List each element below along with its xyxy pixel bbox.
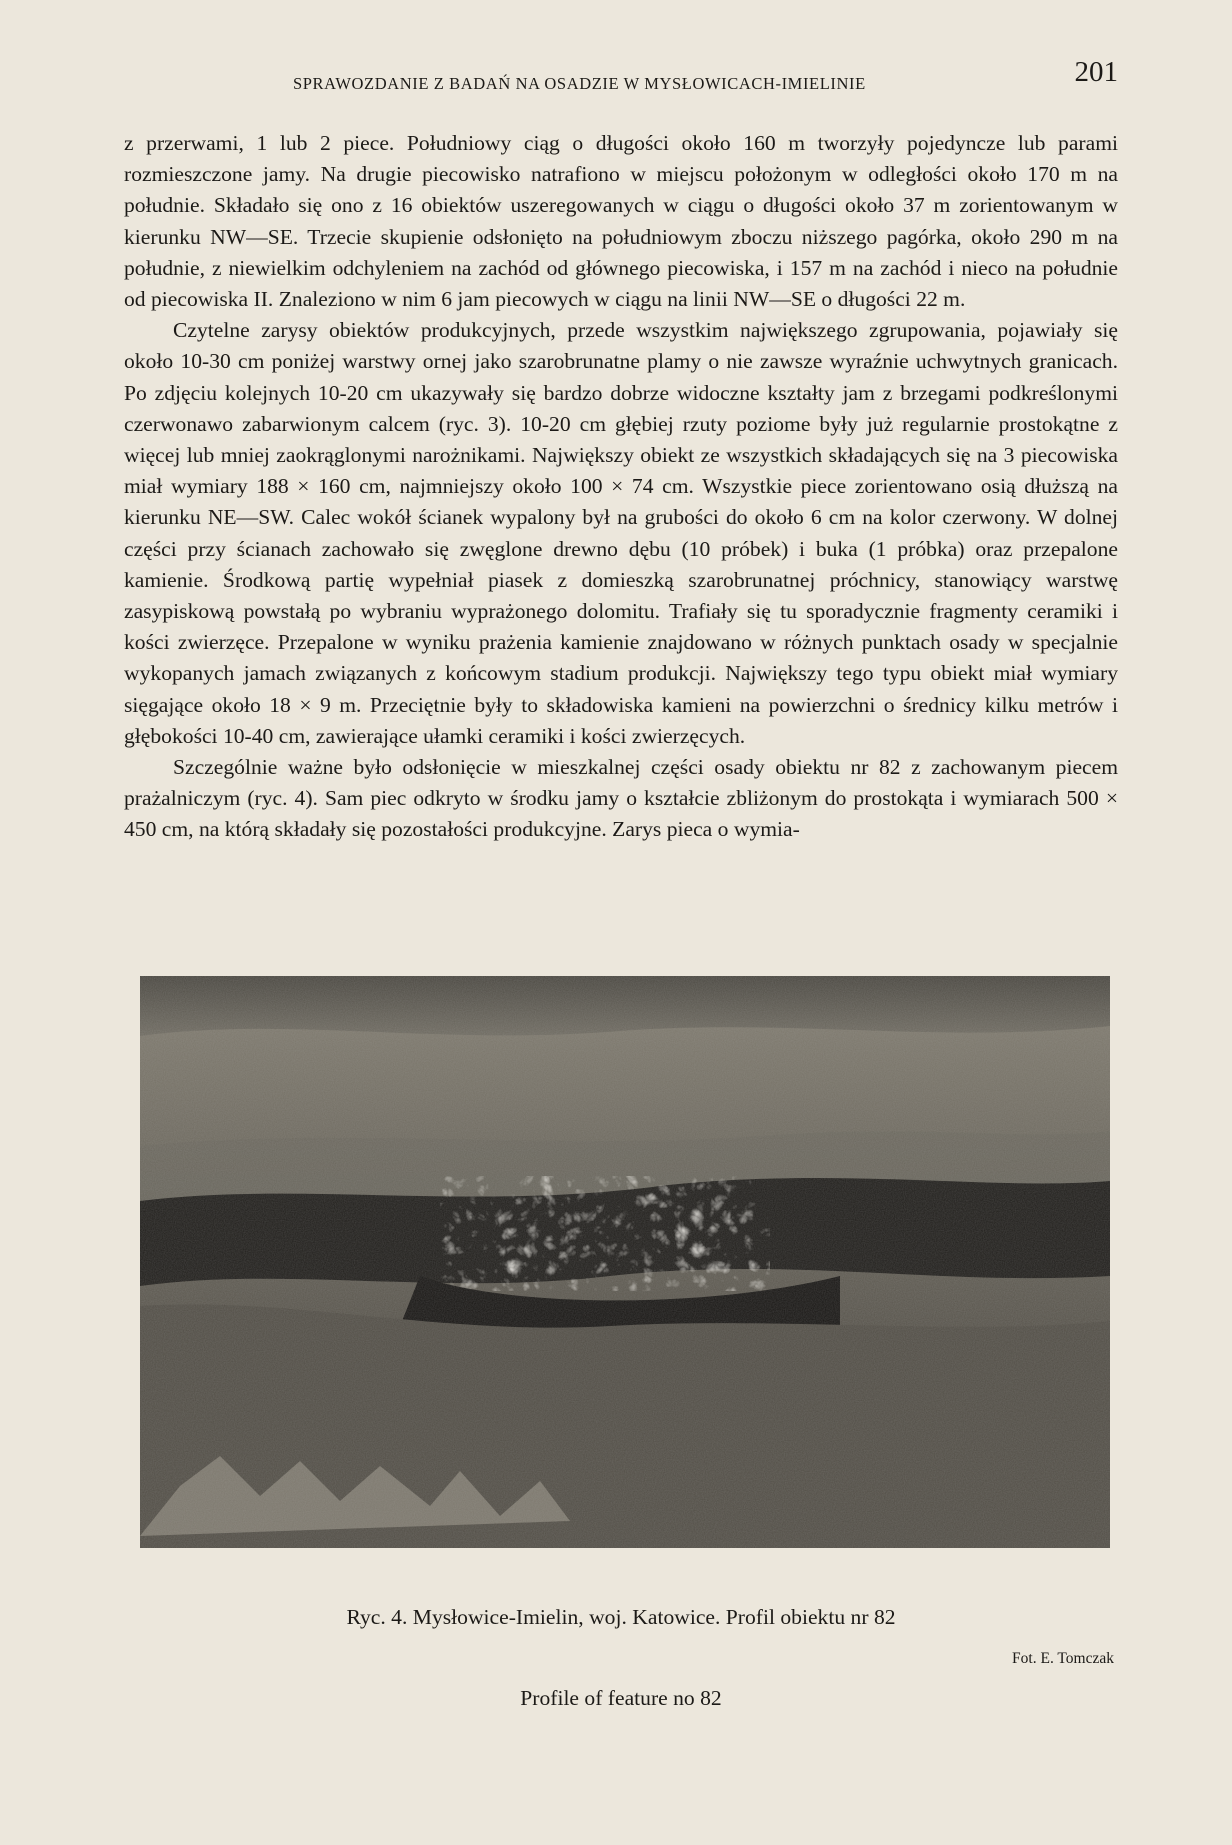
- body-text: [124, 128, 1118, 846]
- paragraph-1: z przerwami, 1 lub 2 piece. Południowy ciąg o długości około 160 m tworzyły pojedyncze lub parami rozmieszczone jamy. Na drugie piecowisko natrafiono w miejscu położonym w odległości około 170 m na południe. Składało się ono z 16 obiektów uszeregowanych w ciągu o długości około 37 m zorientowanym w kierunku NW—SE. Trzecie skupienie odsłonięto na południowym zboczu niższego pagórka, około 290 m na południe, z niewielkim odchyleniem na zachód od głównego piecowiska, i 157 m na zachód i nieco na południe od piecowiska II. Znaleziono w nim 6 jam piecowych w ciągu na linii NW—SE o długości 22 m.: [124, 131, 1118, 312]
- figure-caption: Ryc. 4. Mysłowice-Imielin, woj. Katowice. Profil obiektu nr 82: [346, 1605, 896, 1629]
- paragraph-2: Czytelne zarysy obiektów produkcyjnych, przede wszystkim największego zgrupowania, pojawiały się około 10-30 cm poniżej warstwy ornej jako szarobrunatne plamy o nie zawsze wyraźnie uchwytnych granicach. Po zdjęciu kolejnych 10-20 cm ukazywały się bardzo dobrze widoczne kształty jam z brzegami podkreślonymi czerwonawo zabarwionym calcem (ryc. 3). 10-20 cm głębiej rzuty poziome były już regularnie prostokątne z więcej lub mniej zaokrąglonymi narożnikami. Największy obiekt ze wszystkich składających się na 3 piecowiska miał wymiary 188 × 160 cm, najmniejszy około 100 × 74 cm. Wszystkie piece zorientowano osią dłuższą na kierunku NE—SW. Calec wokół ścianek wypalony był na grubości do około 6 cm na kolor czerwony. W dolnej części przy ścianach zachowało się zwęglone drewno dębu (10 próbek) i buka (1 próbka) oraz przepalone kamienie. Środkową partię wypełniał piasek z domieszką szarobrunatnej próchnicy, stanowiący warstwę zasypiskową powstałą po wybraniu wyprażonego dolomitu. Trafiały się tu sporadycznie fragmenty ceramiki i kości zwierzęce. Przepalone w wyniku prażenia kamienie znajdowano w różnych punktach osady w specjalnie wykopanych jamach związanych z końcowym stadium produkcji. Największy tego typu obiekt miał wymiary sięgające około 18 × 9 m. Przeciętnie były to składowiska kamieni na powierzchni o średnicy kilku metrów i głębokości 10-40 cm, zawierające ułamki ceramiki i kości zwierzęcych.: [124, 318, 1118, 748]
- running-head: SPRAWOZDANIE Z BADAŃ NA OSADZIE W MYSŁOWICACH-IMIELINIE: [293, 74, 866, 93]
- page-number: 201: [1074, 56, 1118, 88]
- paragraph-3: Szczególnie ważne było odsłonięcie w mieszkalnej części osady obiektu nr 82 z zachowanym piecem prażalniczym (ryc. 4). Sam piec odkryto w środku jamy o kształcie zbliżonym do prostokąta i wymiarach 500 × 450 cm, na którą składały się pozostałości produkcyjne. Zarys pieca o wymia-: [124, 755, 1118, 842]
- figure-photo: [140, 976, 1110, 1548]
- excavation-profile-photo: [140, 976, 1110, 1548]
- figure-caption-english: Profile of feature no 82: [520, 1686, 722, 1710]
- page-header: [128, 56, 1118, 96]
- photo-credit: Fot. E. Tomczak: [1012, 1650, 1114, 1667]
